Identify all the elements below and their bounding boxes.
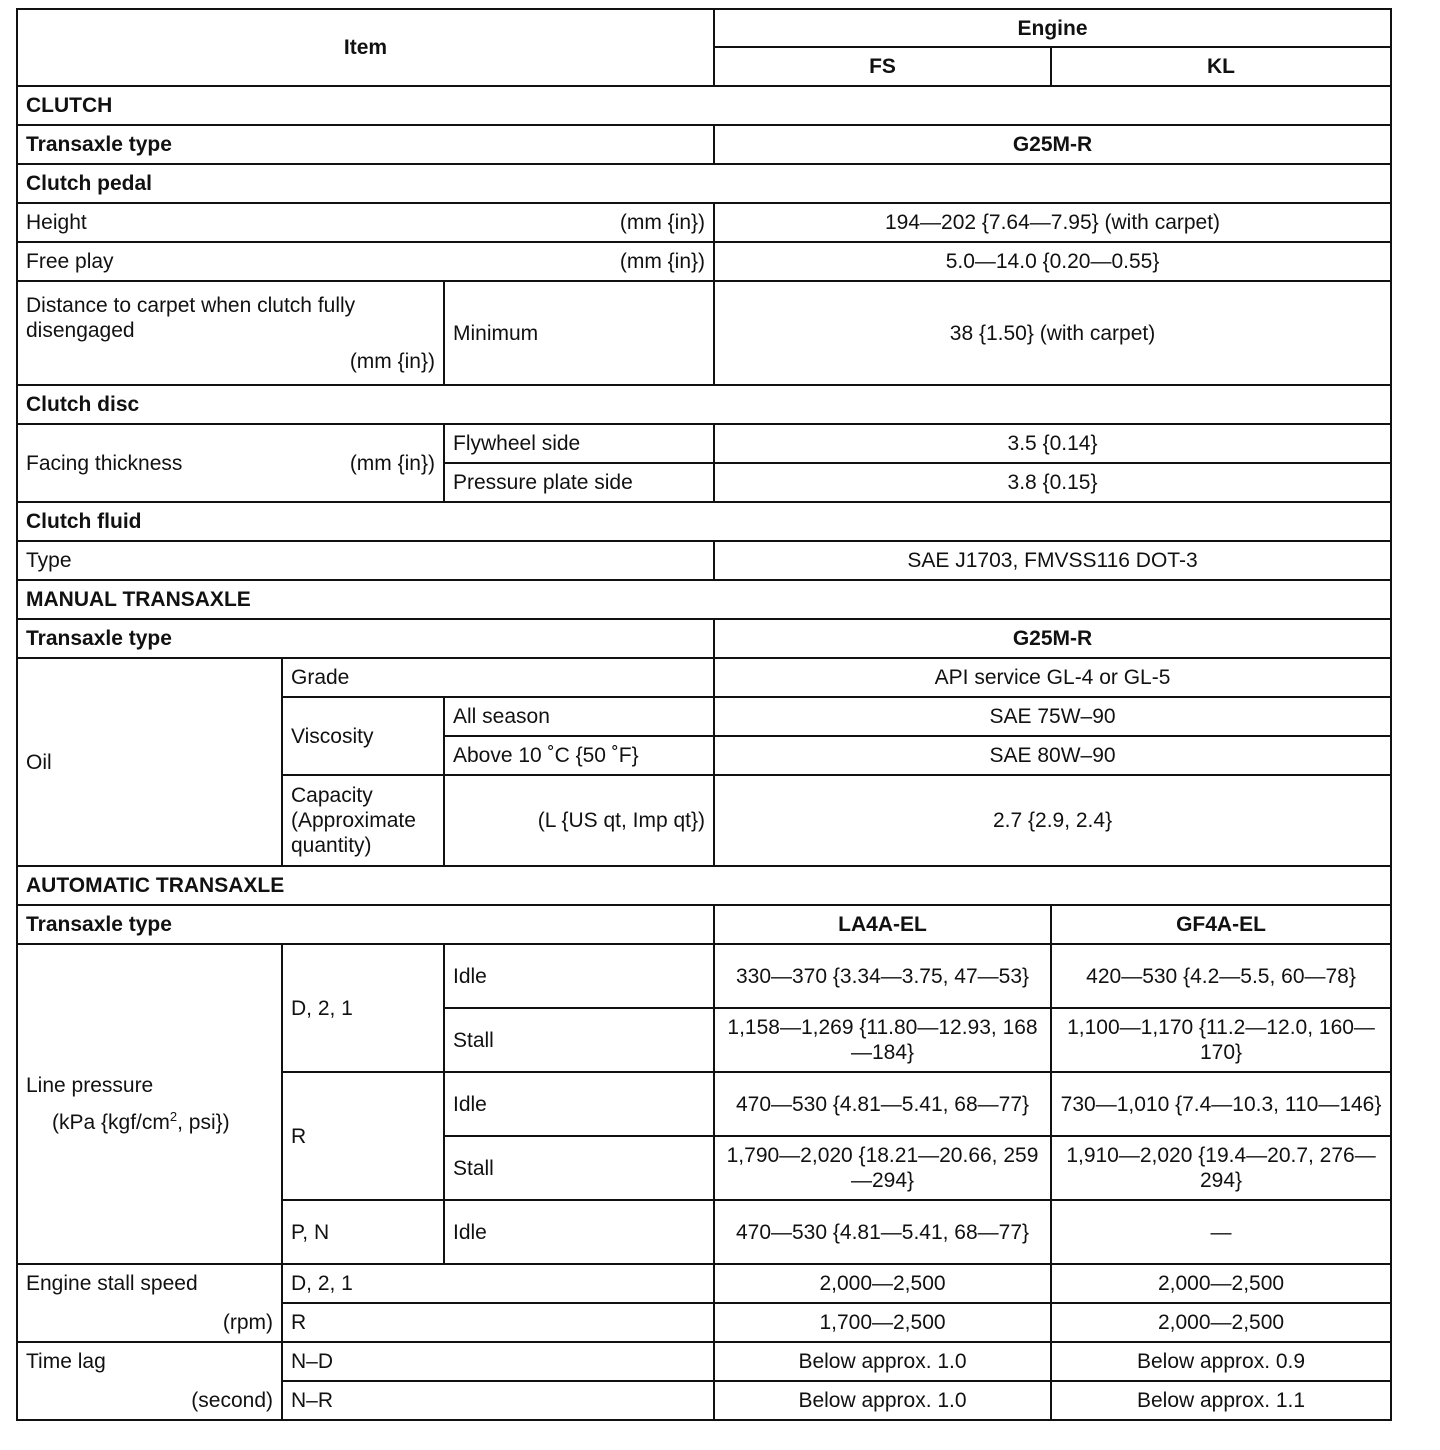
freeplay-row-label [17,242,714,281]
clutch-transaxle-type-label: Transaxle type [17,125,714,164]
pn-idle-la4a: 470—530 {4.81—5.41, 68—77} [714,1200,1051,1264]
r-stall-la4a: 1,790—2,020 {18.21—20.66, 259—294} [714,1136,1051,1200]
d21-stall-la4a: 1,158—1,269 {11.80—12.93, 168—184} [714,1008,1051,1072]
manual-transaxle-type-value: G25M-R [714,619,1391,658]
timelag-unit: (second) [191,1389,273,1412]
facing-unit: (mm {in}) [349,451,435,475]
freeplay-value: 5.0—14.0 {0.20—0.55} [714,242,1391,281]
height-label: Height [26,211,87,234]
r-label: R [282,1072,444,1200]
fluid-type-value: SAE J1703, FMVSS116 DOT-3 [714,541,1391,580]
flywheel-value: 3.5 {0.14} [714,424,1391,463]
facing-cell [17,424,444,502]
timelag-nd-la4a: Below approx. 1.0 [714,1342,1051,1381]
stall-d21-gf4a: 2,000—2,500 [1051,1264,1391,1303]
stall-speed-cell [17,1264,282,1342]
timelag-nr-la4a: Below approx. 1.0 [714,1381,1051,1420]
height-row-label [17,203,714,242]
height-value: 194—202 {7.64—7.95} (with carpet) [714,203,1391,242]
fluid-type-label: Type [17,541,714,580]
timelag-nd-label: N–D [282,1342,714,1381]
d21-stall-label: Stall [444,1008,714,1072]
r-stall-label: Stall [444,1136,714,1200]
flywheel-label: Flywheel side [444,424,714,463]
stall-d21-label: D, 2, 1 [282,1264,714,1303]
stall-d21-la4a: 2,000—2,500 [714,1264,1051,1303]
line-pressure-cell [17,944,282,1264]
clutch-fluid-title: Clutch fluid [17,502,1391,541]
timelag-nr-gf4a: Below approx. 1.1 [1051,1381,1391,1420]
stall-speed-unit: (rpm) [222,1311,273,1334]
pn-idle-gf4a: — [1051,1200,1391,1264]
header-item: Item [17,9,714,86]
capacity-unit: (L {US qt, Imp qt}) [444,775,714,866]
r-idle-la4a: 470—530 {4.81—5.41, 68—77} [714,1072,1051,1136]
header-engine: Engine [714,9,1391,47]
height-unit: (mm {in}) [619,211,706,234]
timelag-nr-label: N–R [282,1381,714,1420]
capacity-value: 2.7 {2.9, 2.4} [714,775,1391,866]
auto-la4a-label: LA4A-EL [714,905,1051,944]
d21-stall-gf4a: 1,100—1,170 {11.2—12.0, 160—170} [1051,1008,1391,1072]
distance-cell [17,281,444,385]
manual-transaxle-type-label: Transaxle type [17,619,714,658]
stall-r-gf4a: 2,000—2,500 [1051,1303,1391,1342]
d21-idle-la4a: 330—370 {3.34—3.75, 47—53} [714,944,1051,1008]
header-fs: FS [714,47,1051,86]
distance-unit: (mm {in}) [349,349,435,373]
header-kl: KL [1051,47,1391,86]
timelag-nd-gf4a: Below approx. 0.9 [1051,1342,1391,1381]
clutch-disc-title: Clutch disc [17,385,1391,424]
grade-label: Grade [282,658,714,697]
d21-idle-gf4a: 420—530 {4.2—5.5, 60—78} [1051,944,1391,1008]
freeplay-unit: (mm {in}) [619,250,706,273]
grade-value: API service GL-4 or GL-5 [714,658,1391,697]
pn-idle-label: Idle [444,1200,714,1264]
line-pressure-unit: (kPa {$kgf/cm^2$, psi}) [52,1109,230,1134]
freeplay-label: Free play [26,250,114,273]
section-manual: MANUAL TRANSAXLE [17,580,1391,619]
stall-r-la4a: 1,700—2,500 [714,1303,1051,1342]
oil-label: Oil [17,658,282,866]
clutch-transaxle-type-value: G25M-R [714,125,1391,164]
above-value: SAE 80W–90 [714,736,1391,775]
r-idle-label: Idle [444,1072,714,1136]
auto-transaxle-type-label: Transaxle type [17,905,714,944]
distance-value: 38 {1.50} (with carpet) [714,281,1391,385]
pn-label: P, N [282,1200,444,1264]
stall-speed-label: Engine stall speed [26,1272,198,1295]
viscosity-label: Viscosity [282,697,444,775]
section-automatic: AUTOMATIC TRANSAXLE [17,866,1391,905]
distance-sub: Minimum [444,281,714,385]
facing-label: Facing thickness [26,451,183,475]
line-pressure-label: Line pressure [26,1074,154,1097]
timelag-label: Time lag [26,1350,106,1373]
timelag-cell [17,1342,282,1420]
pressure-plate-label: Pressure plate side [444,463,714,502]
d21-idle-label: Idle [444,944,714,1008]
r-stall-gf4a: 1,910—2,020 {19.4—20.7, 276—294} [1051,1136,1391,1200]
spec-table [16,8,1392,1421]
d21-label: D, 2, 1 [282,944,444,1072]
above-label: Above 10 ˚C {50 ˚F} [444,736,714,775]
stall-r-label: R [282,1303,714,1342]
allseason-value: SAE 75W–90 [714,697,1391,736]
distance-label: Distance to carpet when clutch fully disengaged [26,293,356,342]
capacity-label: Capacity (Approximate quantity) [282,775,444,866]
auto-gf4a-label: GF4A-EL [1051,905,1391,944]
pressure-plate-value: 3.8 {0.15} [714,463,1391,502]
clutch-pedal-title: Clutch pedal [17,164,1391,203]
section-clutch: CLUTCH [17,86,1391,125]
allseason-label: All season [444,697,714,736]
r-idle-gf4a: 730—1,010 {7.4—10.3, 110—146} [1051,1072,1391,1136]
